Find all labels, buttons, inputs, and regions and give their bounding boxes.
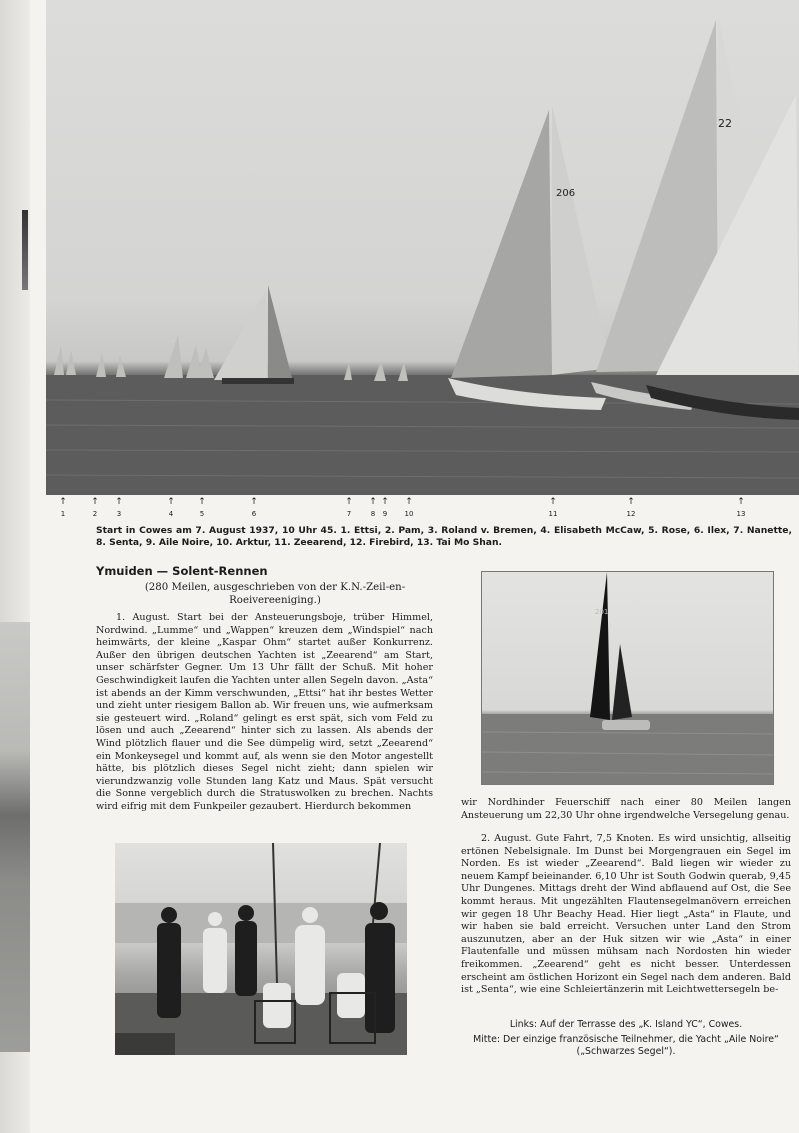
up-arrow-icon: ↑ (91, 497, 99, 507)
adjacent-page-edge (0, 0, 30, 1133)
yacht-marker-5 (194, 498, 210, 518)
up-arrow-icon: ↑ (737, 497, 745, 507)
yacht-marker-number: 6 (251, 510, 257, 518)
yacht-marker-6 (246, 498, 262, 518)
yacht-marker-number: 4 (168, 510, 174, 518)
yacht-marker-7 (341, 498, 357, 518)
sail-number-206: 206 (556, 188, 576, 199)
article-column-left (96, 612, 433, 814)
article-column-right (461, 833, 791, 997)
yacht-marker-number: 7 (346, 510, 352, 518)
yacht-marker-number: 1 (60, 510, 66, 518)
yacht-marker-number: 12 (626, 510, 636, 518)
article-column-right-continuation (461, 797, 791, 822)
article-subheading: (280 Meilen, ausgeschrieben von der K.N.-Zeil-en-Roeivereeniging.) (144, 582, 406, 606)
caption-mitte: Mitte: Der einzige französische Teilnehmer, die Yacht „Aile Noire“ („Schwarzes Segel“). (473, 1034, 779, 1057)
up-arrow-icon: ↑ (405, 497, 413, 507)
yacht-marker-number: 2 (92, 510, 98, 518)
yacht-marker-13 (733, 498, 749, 518)
yacht-marker-number: 8 (370, 510, 376, 518)
up-arrow-icon: ↑ (250, 497, 258, 507)
paragraph-august-2: 2. August. Gute Fahrt, 7,5 Knoten. Es wird unsichtig, allseitig ertönen Nebelsignale. Im Dunst bei Morgengrauen ein Segel im Norden. Es ist wieder „Zeearend“. Bald liegen wir wieder zu neuem Kampf beieinander. 6,10 Uhr ist South Godwin querab, 9,45 Uhr Dungenes. Mittags dreht der Wind abflauend auf Ost, die See kommt heraus. Mit ungezählten Flautensegelmanövern erreichen wir gegen 18 Uhr Beachy Head. Hier liegt „Asta“ in Flaute, und wir haben sie bald erreicht. Versuchen unter Land den Strom auszunutzen, aber an der Huk sitzen wir wie „Asta“ in einer Flautenfalle und müssen mühsam nach Nordosten hin wieder freikommen. „Zeearend“ geht es nicht besser. Unterdessen erscheint am östlichen Horizont ein Segel nach dem anderen. Bald ist „Senta“, wie eine Schleiertänzerin mit Leichtwettersegeln be- (461, 833, 791, 996)
yacht-marker-11 (545, 498, 561, 518)
yacht-marker-number: 3 (116, 510, 122, 518)
up-arrow-icon: ↑ (198, 497, 206, 507)
yacht-position-markers (0, 498, 799, 526)
photo-captions (461, 1019, 791, 1061)
yacht-marker-3 (111, 498, 127, 518)
up-arrow-icon: ↑ (115, 497, 123, 507)
terrace-photo (115, 843, 407, 1055)
yacht-marker-12 (623, 498, 639, 518)
start-photo-caption: Start in Cowes am 7. August 1937, 10 Uhr 45. 1. Ettsi, 2. Pam, 3. Roland v. Bremen, 4. Elisabeth McCaw, 5. Rose, 6. Ilex, 7. Nanette, 8. Senta, 9. Aile Noire, 10. Arktur, 11. Zeearend, 12. Firebird, 13. Tai Mo Shan. (96, 525, 792, 548)
caption-links: Links: Auf der Terrasse des „K. Island YC“, Cowes. (509, 1019, 743, 1030)
yacht-marker-9 (377, 498, 393, 518)
article-heading: Ymuiden — Solent-Rennen (96, 564, 268, 578)
yacht-marker-1 (55, 498, 71, 518)
up-arrow-icon: ↑ (167, 497, 175, 507)
yacht-marker-number: 13 (736, 510, 746, 518)
up-arrow-icon: ↑ (549, 497, 557, 507)
yacht-marker-4 (163, 498, 179, 518)
up-arrow-icon: ↑ (381, 497, 389, 507)
adjacent-page-photo-sliver (0, 622, 30, 1052)
up-arrow-icon: ↑ (59, 497, 67, 507)
up-arrow-icon: ↑ (627, 497, 635, 507)
sail-number-22: 22 (718, 117, 732, 130)
yacht-marker-number: 9 (382, 510, 388, 518)
regatta-start-photo (46, 0, 799, 495)
yacht-marker-number: 10 (404, 510, 414, 518)
yacht-marker-10 (401, 498, 417, 518)
sail-number-201: 201 (595, 608, 609, 616)
paragraph-august-1: 1. August. Start bei der Ansteuerungsboje, trüber Himmel, Nordwind. „Lumme“ und „Wappen“ kreuzen dem „Windspiel“ nach heimwärts, der kleine „Kaspar Ohm“ startet außer Konkurrenz. Außer den übrigen deutschen Yachten ist „Zeearend“ am Start, unser schärfster Gegner. Um 13 Uhr fällt der Schuß. Mit hoher Geschwindigkeit laufen die Yachten unter allen Segeln davon. „Asta“ ist abends an der Kimm verschwunden, „Ettsi“ hat ihr bestes Wetter und zieht unter riesigem Ballon ab. Wir freuen uns, wie aufmerksam sie gesteuert wird. „Roland“ gelingt es erst spät, sich vom Feld zu lösen und auch „Zeearend“ hinter sich zu lassen. Als abends der Wind plötzlich flauer und die See dümpelig wird, setzt „Zeearend“ ein Monkeysegel und kommt auf, als wenn sie den Motor angestellt hätte, bis plötzlich dieses Segel nicht zieht; dann spielen wir vierundzwanzig volle Stunden lang Katz und Maus. Spät versucht die Sonne vergeblich durch die Stratuswolken zu brechen. Nachts wird eifrig mit dem Funkpeiler gezaubert. Hierdurch bekommen (96, 612, 433, 812)
yacht-marker-number: 11 (548, 510, 558, 518)
page-fold (22, 210, 28, 290)
yacht-marker-2 (87, 498, 103, 518)
yacht-marker-number: 5 (199, 510, 205, 518)
aile-noire-photo (481, 571, 774, 785)
up-arrow-icon: ↑ (345, 497, 353, 507)
paragraph-continuation: wir Nordhinder Feuerschiff nach einer 80 Meilen langen Ansteuerung um 22,30 Uhr ohne irgendwelche Versegelung genau. (461, 797, 791, 821)
up-arrow-icon: ↑ (369, 497, 377, 507)
